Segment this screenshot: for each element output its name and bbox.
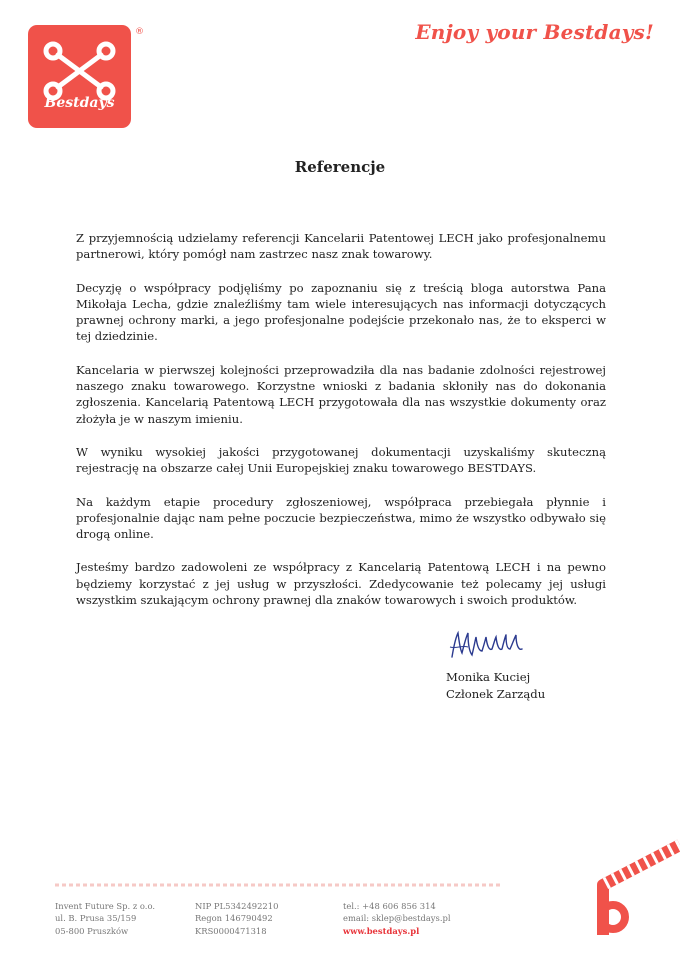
paragraph: Z przyjemnością udzielamy referencji Kancelarii Patentowej LECH jako profesjonalnemu partnerowi, który pomógł nam zastrzec nasz znak towarowy. xyxy=(76,231,606,262)
footer-contact xyxy=(343,900,451,937)
footer-city: 05-800 Pruszków xyxy=(55,925,129,936)
footer-regon: Regon 146790492 xyxy=(195,913,273,924)
footer-divider xyxy=(55,882,500,888)
footer-company-name: Invent Future Sp. z o.o. xyxy=(55,901,156,911)
paragraph: Na każdym etapie procedury zgłoszeniowej, współpraca przebiegała płynnie i profesjonalnie dając nam pełne poczucie bezpieczeństwa, mimo że wszystko odbywało się drogą online. xyxy=(76,494,606,542)
signatory-role: Członek Zarządu xyxy=(446,687,546,701)
crossed-candy-canes-icon xyxy=(28,25,131,128)
paragraph: W wyniku wysokiej jakości przygotowanej dokumentacji uzyskaliśmy skuteczną rejestrację na obszarze całej Unii Europejskiej znaku towarowego BESTDAYS. xyxy=(76,444,606,476)
footer-email[interactable]: email: sklep@bestdays.pl xyxy=(343,913,451,924)
letter-body xyxy=(76,230,606,625)
logo-wordmark: Bestdays xyxy=(44,95,115,111)
paragraph: Decyzję o współpracy podjęliśmy po zapoznaniu się z treścią bloga autorstwa Pana Mikołaja Lecha, gdzie znaleźliśmy tam wiele interesujących nas informacji dotyczących prawnej ochrony marki, a jego profesjonalne podejście przekonało nas, że to eksperci w tej dziedzinie. xyxy=(76,280,606,344)
paragraph: Kancelaria w pierwszej kolejności przeprowadziła dla nas badanie zdolności rejestrowej naszego znaku towarowego. Korzystne wnioski z badania skłoniły nas do dokonania zgłoszenia. Kancelarią Patentową LECH przygotowała dla nas wszystkie dokumenty oraz złożyła je w naszym imieniu. xyxy=(76,362,606,426)
footer-krs: KRS0000471318 xyxy=(195,925,267,936)
footer-company xyxy=(55,900,155,937)
candy-cane-icon xyxy=(593,825,680,935)
registered-mark: ® xyxy=(135,27,144,37)
paragraph: Jesteśmy bardzo zadowoleni ze współpracy z Kancelarią Patentową LECH i na pewno będziemy korzystać z jej usług w przyszłości. Zdedycowanie też polecamy jej usługi wszystkim szukającym ochrony prawnej dla znaków towarowych i swoich produktów. xyxy=(76,560,606,608)
footer-website-link[interactable]: www.bestdays.pl xyxy=(343,925,420,936)
footer-street: ul. B. Prusa 35/159 xyxy=(55,913,137,924)
handwritten-signature xyxy=(448,627,528,667)
signatory xyxy=(446,669,545,703)
page-title: Referencje xyxy=(294,158,386,176)
signatory-name: Monika Kuciej xyxy=(446,670,531,684)
footer-phone: tel.: +48 606 856 314 xyxy=(343,901,436,911)
bestdays-logo xyxy=(28,25,131,128)
footer-registry xyxy=(195,900,278,937)
footer-nip: NIP PL5342492210 xyxy=(195,901,279,911)
tagline: Enjoy your Bestdays! xyxy=(415,20,654,44)
